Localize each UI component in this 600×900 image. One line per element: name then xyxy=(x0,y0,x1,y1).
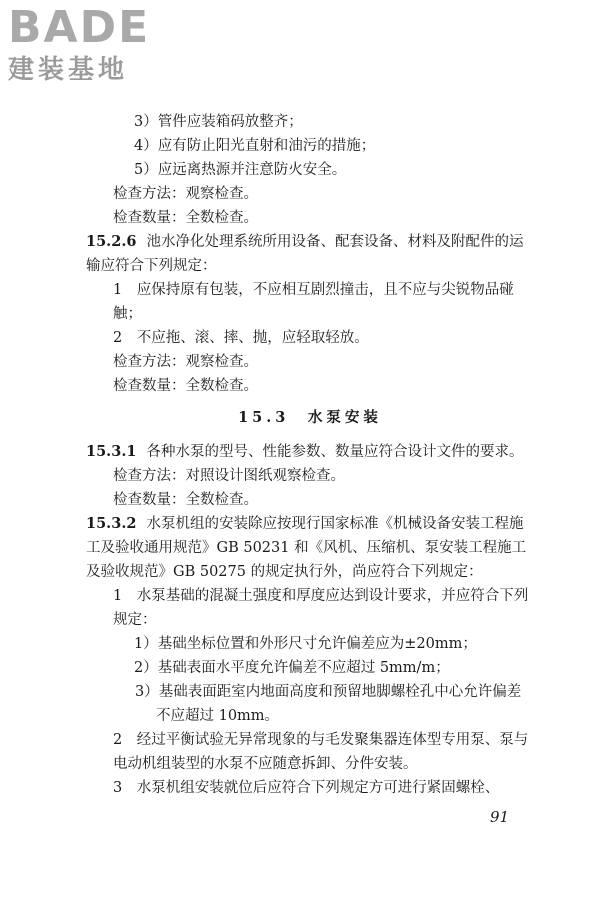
clause-15-2-6 xyxy=(86,230,534,278)
list-item: 1）基础坐标位置和外形尺寸允许偏差应为±20mm； xyxy=(134,636,477,652)
list-item: 2 经过平衡试验无异常现象的与毛发聚集器连体型专用泵、泵与电动机组装型的水泵不应随意拆卸、分件安装。 xyxy=(113,732,529,772)
list-item: 3 水泵机组安装就位后应符合下列规定方可进行紧固螺栓、 xyxy=(113,780,500,796)
clause-text: 各种水泵的型号、性能参数、数量应符合设计文件的要求。 xyxy=(146,444,524,460)
list-item: 1 水泵基础的混凝土强度和厚度应达到设计要求，并应符合下列规定： xyxy=(113,588,529,628)
document-body xyxy=(86,110,534,800)
logo-brand: BADE xyxy=(8,2,151,53)
list-item: 3）管件应装箱码放整齐； xyxy=(134,114,303,130)
clause-number: 15.2.6 xyxy=(86,233,137,250)
list-item: 4）应有防止阳光直射和油污的措施； xyxy=(134,138,376,154)
page-number: 91 xyxy=(490,808,510,826)
check-method: 检查方法：观察检查。 xyxy=(113,354,258,370)
check-quantity: 检查数量：全数检查。 xyxy=(113,210,258,226)
clause-15-3-2 xyxy=(86,512,534,584)
check-quantity: 检查数量：全数检查。 xyxy=(113,492,258,508)
logo-chinese: 建装基地 xyxy=(8,55,129,85)
list-item: 2 不应拖、滚、摔、抛，应轻取轻放。 xyxy=(113,330,369,346)
logo xyxy=(8,4,178,86)
clause-text: 水泵机组的安装除应按现行国家标准《机械设备安装工程施工及验收通用规范》GB 50231 和《风机、压缩机、泵安装工程施工及验收规范》GB 50275 的规定执行外，尚应符合下列规定： xyxy=(86,516,527,580)
clause-15-3-1 xyxy=(86,440,534,464)
check-method: 检查方法：对照设计图纸观察检查。 xyxy=(113,468,345,484)
clause-number: 15.3.1 xyxy=(86,443,137,460)
check-method: 检查方法：观察检查。 xyxy=(113,186,258,202)
list-item: 5）应远离热源并注意防火安全。 xyxy=(134,162,347,178)
list-item: 1 应保持原有包装，不应相互剧烈撞击，且不应与尖锐物品碰触； xyxy=(113,282,514,322)
section-title: 15.3 水泵安装 xyxy=(238,409,382,426)
clause-number: 15.3.2 xyxy=(86,515,137,532)
list-item: 3）基础表面距室内地面高度和预留地脚螺栓孔中心允许偏差不应超过 10mm。 xyxy=(135,684,522,724)
clause-text: 池水净化处理系统所用设备、配套设备、材料及附配件的运输应符合下列规定： xyxy=(86,234,524,274)
check-quantity: 检查数量：全数检查。 xyxy=(113,378,258,394)
list-item: 2）基础表面水平度允许偏差不应超过 5mm/m； xyxy=(134,660,450,676)
